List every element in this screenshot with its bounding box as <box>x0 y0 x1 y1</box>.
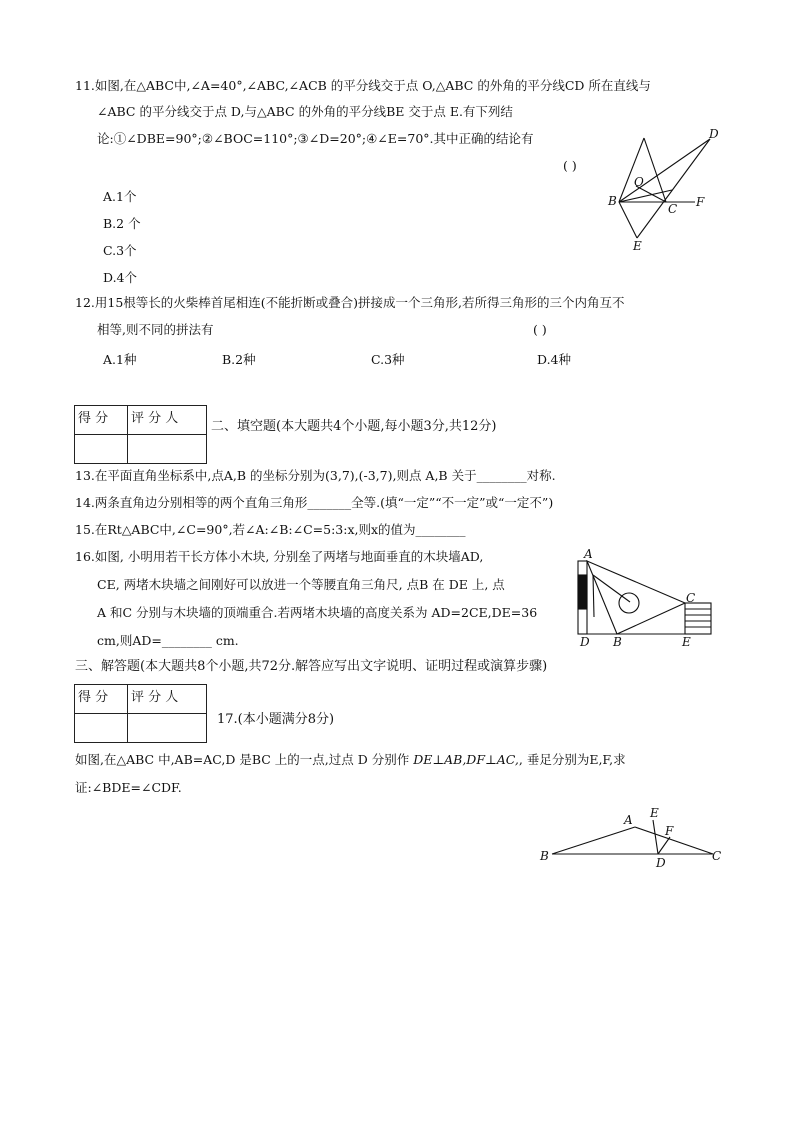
q11-figure <box>600 127 730 255</box>
q17-label-c: C <box>712 849 722 863</box>
q17-label-d: D <box>656 856 666 870</box>
q11-option-b: B.2 个 <box>103 216 141 231</box>
q17-label-f: F <box>665 824 674 838</box>
section2-score-table <box>74 405 207 464</box>
score-header: 得 分 <box>75 685 128 714</box>
q14-text: 14.两条直角边分别相等的两个直角三角形_______全等.(填“一定”“不一定”或“一定不”) <box>75 495 554 510</box>
q16-line1: 16.如图, 小明用若干长方体小木块, 分别垒了两堵与地面垂直的木块墙AD, <box>75 549 484 564</box>
q16-label-c: C <box>686 591 696 605</box>
section2-title: 二、填空题(本大题共4个小题,每小题3分,共12分) <box>211 419 497 434</box>
score-cell[interactable] <box>75 435 128 464</box>
grader-header: 评 分 人 <box>128 406 207 435</box>
q17-line2: 证:∠BDE=∠CDF. <box>75 780 182 795</box>
q16-figure <box>570 545 720 650</box>
q11-label-o: O <box>634 175 644 189</box>
grader-cell[interactable] <box>128 714 207 743</box>
q13-text: 13.在平面直角坐标系中,点A,B 的坐标分别为(3,7),(-3,7),则点 A,B 关于________对称. <box>75 468 556 483</box>
q11-option-c: C.3个 <box>103 243 137 258</box>
q17-heading: 17.(本小题满分8分) <box>217 712 335 727</box>
q11-label-c: C <box>668 202 678 216</box>
q11-line3: 论:①∠DBE=90°;②∠BOC=110°;③∠D=20°;④∠E=70°.其中正确的结论有 <box>97 131 534 146</box>
q15-text: 15.在Rt△ABC中,∠C=90°,若∠A:∠B:∠C=5:3:x,则x的值为________ <box>75 522 466 537</box>
grader-header: 评 分 人 <box>128 685 207 714</box>
q12-option-b: B.2种 <box>222 352 256 367</box>
q17-label-b: B <box>540 849 549 863</box>
q17-line1-post: , 垂足分别为E,F,求 <box>518 752 626 767</box>
q16-label-e: E <box>682 635 691 649</box>
q11-option-d: D.4个 <box>103 270 138 285</box>
q11-label-f: F <box>696 195 705 209</box>
q17-figure <box>538 806 728 872</box>
grader-cell[interactable] <box>128 435 207 464</box>
q11-answer-paren: ( ) <box>563 158 577 173</box>
q11-label-b: B <box>608 194 617 208</box>
score-header: 得 分 <box>75 406 128 435</box>
q17-label-a: A <box>624 813 633 827</box>
q17-label-e: E <box>650 806 659 820</box>
q11-label-d: D <box>709 127 719 141</box>
q16-line2: CE, 两堵木块墙之间刚好可以放进一个等腰直角三角尺, 点B 在 DE 上, 点 <box>97 577 505 592</box>
q11-line1: 11.如图,在△ABC中,∠A=40°,∠ABC,∠ACB 的平分线交于点 O,△ABC 的外角的平分线CD 所在直线与 <box>75 78 651 93</box>
score-cell[interactable] <box>75 714 128 743</box>
q11-label-e: E <box>633 239 642 253</box>
q12-line2: 相等,则不同的拼法有 <box>97 322 214 337</box>
q11-line2: ∠ABC 的平分线交于点 D,与△ABC 的外角的平分线BE 交于点 E.有下列结 <box>97 104 513 119</box>
section3-title: 三、解答题(本大题共8个小题,共72分.解答应写出文字说明、证明过程或演算步骤) <box>75 659 548 674</box>
q16-label-b: B <box>613 635 622 649</box>
q12-option-a: A.1种 <box>103 352 137 367</box>
q16-line4: cm,则AD=________ cm. <box>97 633 239 648</box>
q17-line1 <box>75 752 626 768</box>
q16-label-a: A <box>584 547 593 561</box>
q11-option-a: A.1个 <box>103 189 137 204</box>
q12-answer-paren: ( ) <box>533 322 547 337</box>
q12-option-c: C.3种 <box>371 352 405 367</box>
section3-score-table <box>74 684 207 743</box>
q16-label-d: D <box>580 635 590 649</box>
q12-line1: 12.用15根等长的火柴棒首尾相连(不能折断或叠合)拼接成一个三角形,若所得三角形的三个内角互不 <box>75 295 625 310</box>
q16-line3: A 和C 分别与木块墙的顶端重合.若两堵木块墙的高度关系为 AD=2CE,DE=36 <box>97 605 538 620</box>
q17-line1-pre: 如图,在△ABC 中,AB=AC,D 是BC 上的一点,过点 D 分别作 <box>75 752 414 767</box>
q17-line1-math: DE⊥AB,DF⊥AC, <box>413 752 519 767</box>
q12-option-d: D.4种 <box>537 352 572 367</box>
